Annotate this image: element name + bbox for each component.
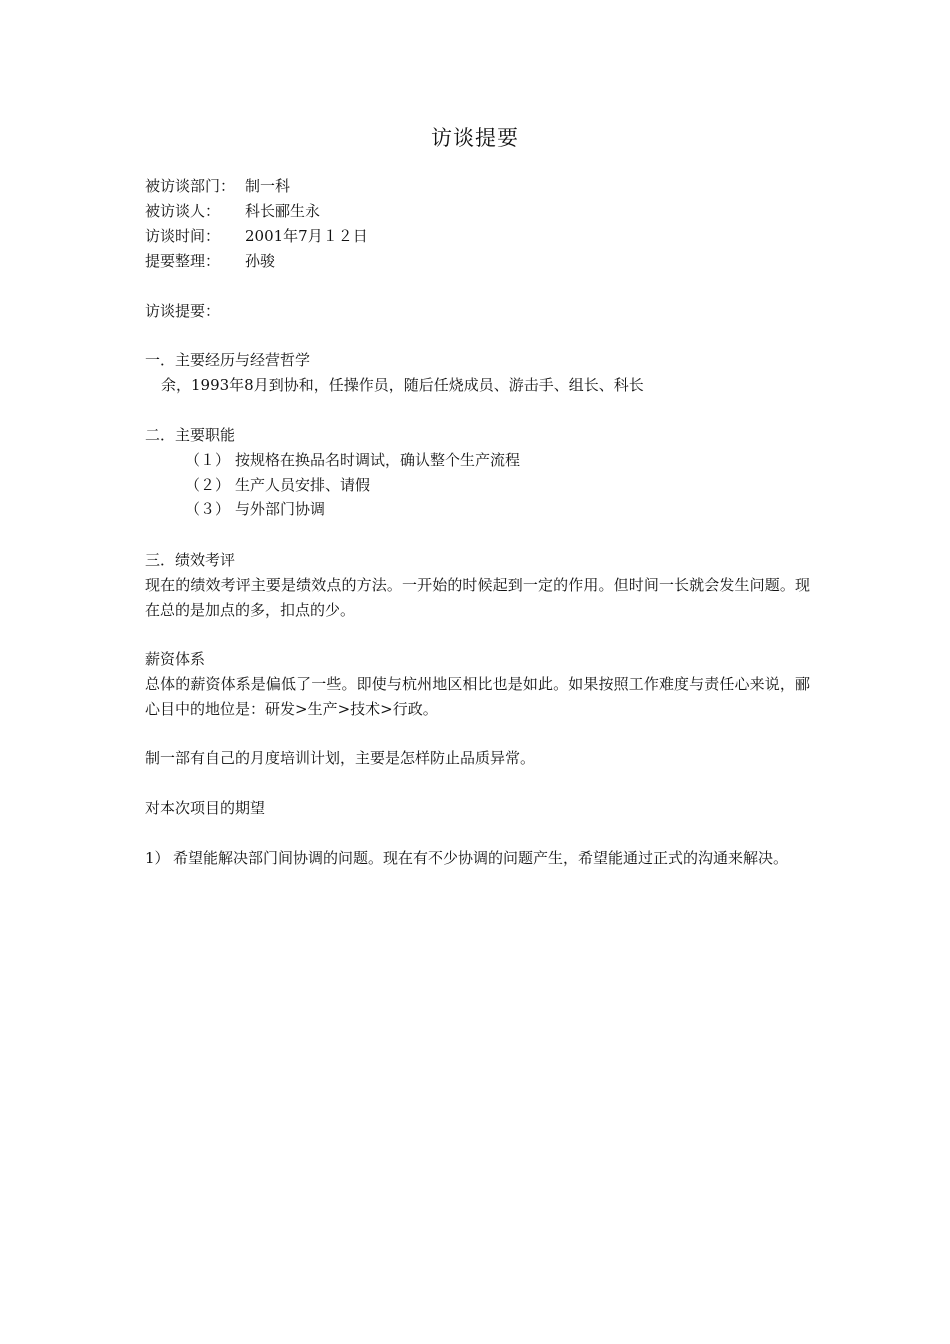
document-title: 访谈提要 bbox=[431, 126, 519, 150]
meta-label: 被访谈部门： bbox=[145, 177, 236, 195]
meta-value: 科长郦生永 bbox=[245, 202, 321, 220]
section-3-heading: 三．绩效考评 bbox=[145, 551, 236, 569]
list-item-number: （３） bbox=[185, 500, 231, 518]
meta-value: 孙骏 bbox=[245, 252, 276, 270]
section-1-heading: 一．主要经历与经营哲学 bbox=[145, 351, 311, 369]
meta-label: 被访谈人： bbox=[145, 202, 221, 220]
meta-row-interviewee bbox=[145, 199, 320, 224]
list-item bbox=[185, 497, 325, 522]
list-item bbox=[145, 846, 810, 871]
meta-label: 访谈时间： bbox=[145, 227, 221, 245]
expectation-heading: 对本次项目的期望 bbox=[145, 799, 266, 817]
list-item-number: （２） bbox=[185, 476, 231, 494]
list-item-number: （１） bbox=[185, 451, 231, 469]
list-item-number: 1） bbox=[145, 849, 170, 867]
meta-label: 提要整理： bbox=[145, 252, 221, 270]
section-2-heading: 二．主要职能 bbox=[145, 426, 236, 444]
list-item-text: 希望能解决部门间协调的问题。现在有不少协调的问题产生，希望能通过正式的沟通来解决。 bbox=[173, 849, 789, 867]
meta-row-department bbox=[145, 174, 290, 199]
list-item bbox=[185, 473, 370, 498]
salary-heading: 薪资体系 bbox=[145, 650, 206, 668]
section-3-paragraph: 现在的绩效考评主要是绩效点的方法。一开始的时候起到一定的作用。但时间一长就会发生问题。现在总的是加点的多，扣点的少。 bbox=[145, 576, 810, 619]
list-item bbox=[185, 448, 520, 473]
list-item-text: 按规格在换品名时调试，确认整个生产流程 bbox=[235, 451, 521, 469]
training-paragraph: 制一部有自己的月度培训计划，主要是怎样防止品质异常。 bbox=[145, 749, 536, 767]
meta-row-date bbox=[145, 224, 368, 249]
meta-row-organizer bbox=[145, 249, 275, 274]
list-item-text: 与外部门协调 bbox=[235, 500, 326, 518]
meta-value: 制一科 bbox=[245, 177, 291, 195]
section-1-text: 余，1993年8月到协和，任操作员，随后任烧成员、游击手、组长、科长 bbox=[161, 376, 644, 394]
summary-heading: 访谈提要： bbox=[145, 302, 221, 320]
salary-paragraph: 总体的薪资体系是偏低了一些。即使与杭州地区相比也是如此。如果按照工作难度与责任心来说，郦心目中的地位是：研发>生产>技术>行政。 bbox=[145, 675, 810, 718]
meta-value: 2001年7月１２日 bbox=[245, 227, 368, 245]
list-item-text: 生产人员安排、请假 bbox=[235, 476, 371, 494]
